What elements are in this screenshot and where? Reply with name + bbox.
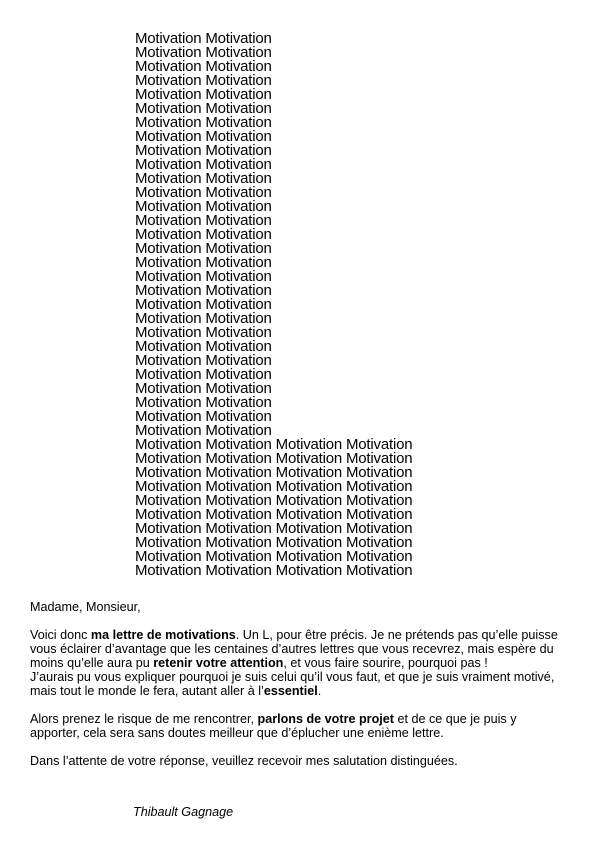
motivation-row: Motivation Motivation	[135, 422, 272, 439]
bold-phrase: essentiel	[263, 684, 318, 698]
motivation-row: Motivation Motivation	[135, 170, 272, 187]
motivation-l-shape	[135, 32, 412, 578]
text: .	[317, 684, 322, 698]
motivation-row: Motivation Motivation	[135, 30, 272, 47]
motivation-row: Motivation Motivation Motivation Motivation	[135, 562, 413, 579]
paragraph-explanation	[30, 670, 565, 698]
motivation-row: Motivation Motivation	[135, 128, 272, 145]
motivation-row: Motivation Motivation Motivation Motivation	[135, 506, 413, 523]
motivation-row: Motivation Motivation	[135, 58, 272, 75]
motivation-row: Motivation Motivation	[135, 380, 272, 397]
motivation-row: Motivation Motivation Motivation Motivation	[135, 534, 413, 551]
paragraph-intro	[30, 628, 565, 670]
motivation-row: Motivation Motivation	[135, 310, 272, 327]
motivation-row: Motivation Motivation	[135, 198, 272, 215]
text: Alors prenez le risque de me rencontrer,	[30, 712, 258, 726]
bold-phrase: ma lettre de motivations	[90, 628, 236, 642]
text: J’aurais pu vous expliquer pourquoi je suis celui qu’il vous faut, et que je suis vraiment motivé, mais tout le monde le fera, autant aller à l’	[30, 670, 555, 698]
motivation-row: Motivation Motivation	[135, 296, 272, 313]
motivation-row: Motivation Motivation	[135, 44, 272, 61]
motivation-row: Motivation Motivation	[135, 352, 272, 369]
motivation-row: Motivation Motivation	[135, 254, 272, 271]
motivation-row: Motivation Motivation	[135, 114, 272, 131]
letter-body	[30, 600, 565, 768]
motivation-row: Motivation Motivation	[135, 408, 272, 425]
motivation-row: Motivation Motivation	[135, 100, 272, 117]
closing: Dans l’attente de votre réponse, veuillez recevoir mes salutation distinguées.	[30, 754, 458, 768]
text: Voici donc	[30, 628, 91, 642]
bold-phrase: parlons de votre projet	[257, 712, 394, 726]
motivation-row: Motivation Motivation	[135, 394, 272, 411]
motivation-row: Motivation Motivation	[135, 366, 272, 383]
signature: Thibault Gagnage	[133, 805, 234, 819]
salutation: Madame, Monsieur,	[30, 600, 141, 614]
motivation-row: Motivation Motivation	[135, 142, 272, 159]
motivation-row: Motivation Motivation Motivation Motivation	[135, 436, 413, 453]
text: et de ce que je puis y apporter, cela sera sans doutes meilleur que d’éplucher une enième lettre.	[30, 712, 517, 740]
motivation-row: Motivation Motivation	[135, 156, 272, 173]
motivation-row: Motivation Motivation Motivation Motivation	[135, 520, 413, 537]
motivation-row: Motivation Motivation	[135, 72, 272, 89]
motivation-row: Motivation Motivation	[135, 212, 272, 229]
motivation-row: Motivation Motivation	[135, 226, 272, 243]
motivation-row: Motivation Motivation Motivation Motivation	[135, 464, 413, 481]
bold-phrase: retenir votre attention	[153, 656, 284, 670]
motivation-row: Motivation Motivation	[135, 184, 272, 201]
motivation-row: Motivation Motivation Motivation Motivation	[135, 450, 413, 467]
motivation-row: Motivation Motivation Motivation Motivation	[135, 548, 413, 565]
motivation-row: Motivation Motivation	[135, 86, 272, 103]
text: . Un L, pour être précis. Je ne prétends pas qu’elle puisse vous éclairer d’avantage que les centaines d’autres lettres que vous recevrez, mais espère du moins qu’elle aura pu	[30, 628, 558, 670]
motivation-row: Motivation Motivation	[135, 268, 272, 285]
text: , et vous faire sourire, pourquoi pas !	[283, 656, 488, 670]
motivation-row: Motivation Motivation	[135, 338, 272, 355]
motivation-row: Motivation Motivation	[135, 240, 272, 257]
motivation-row: Motivation Motivation	[135, 282, 272, 299]
motivation-row: Motivation Motivation Motivation Motivation	[135, 492, 413, 509]
paragraph-proposal	[30, 712, 565, 740]
motivation-row: Motivation Motivation	[135, 324, 272, 341]
motivation-row: Motivation Motivation Motivation Motivation	[135, 478, 413, 495]
